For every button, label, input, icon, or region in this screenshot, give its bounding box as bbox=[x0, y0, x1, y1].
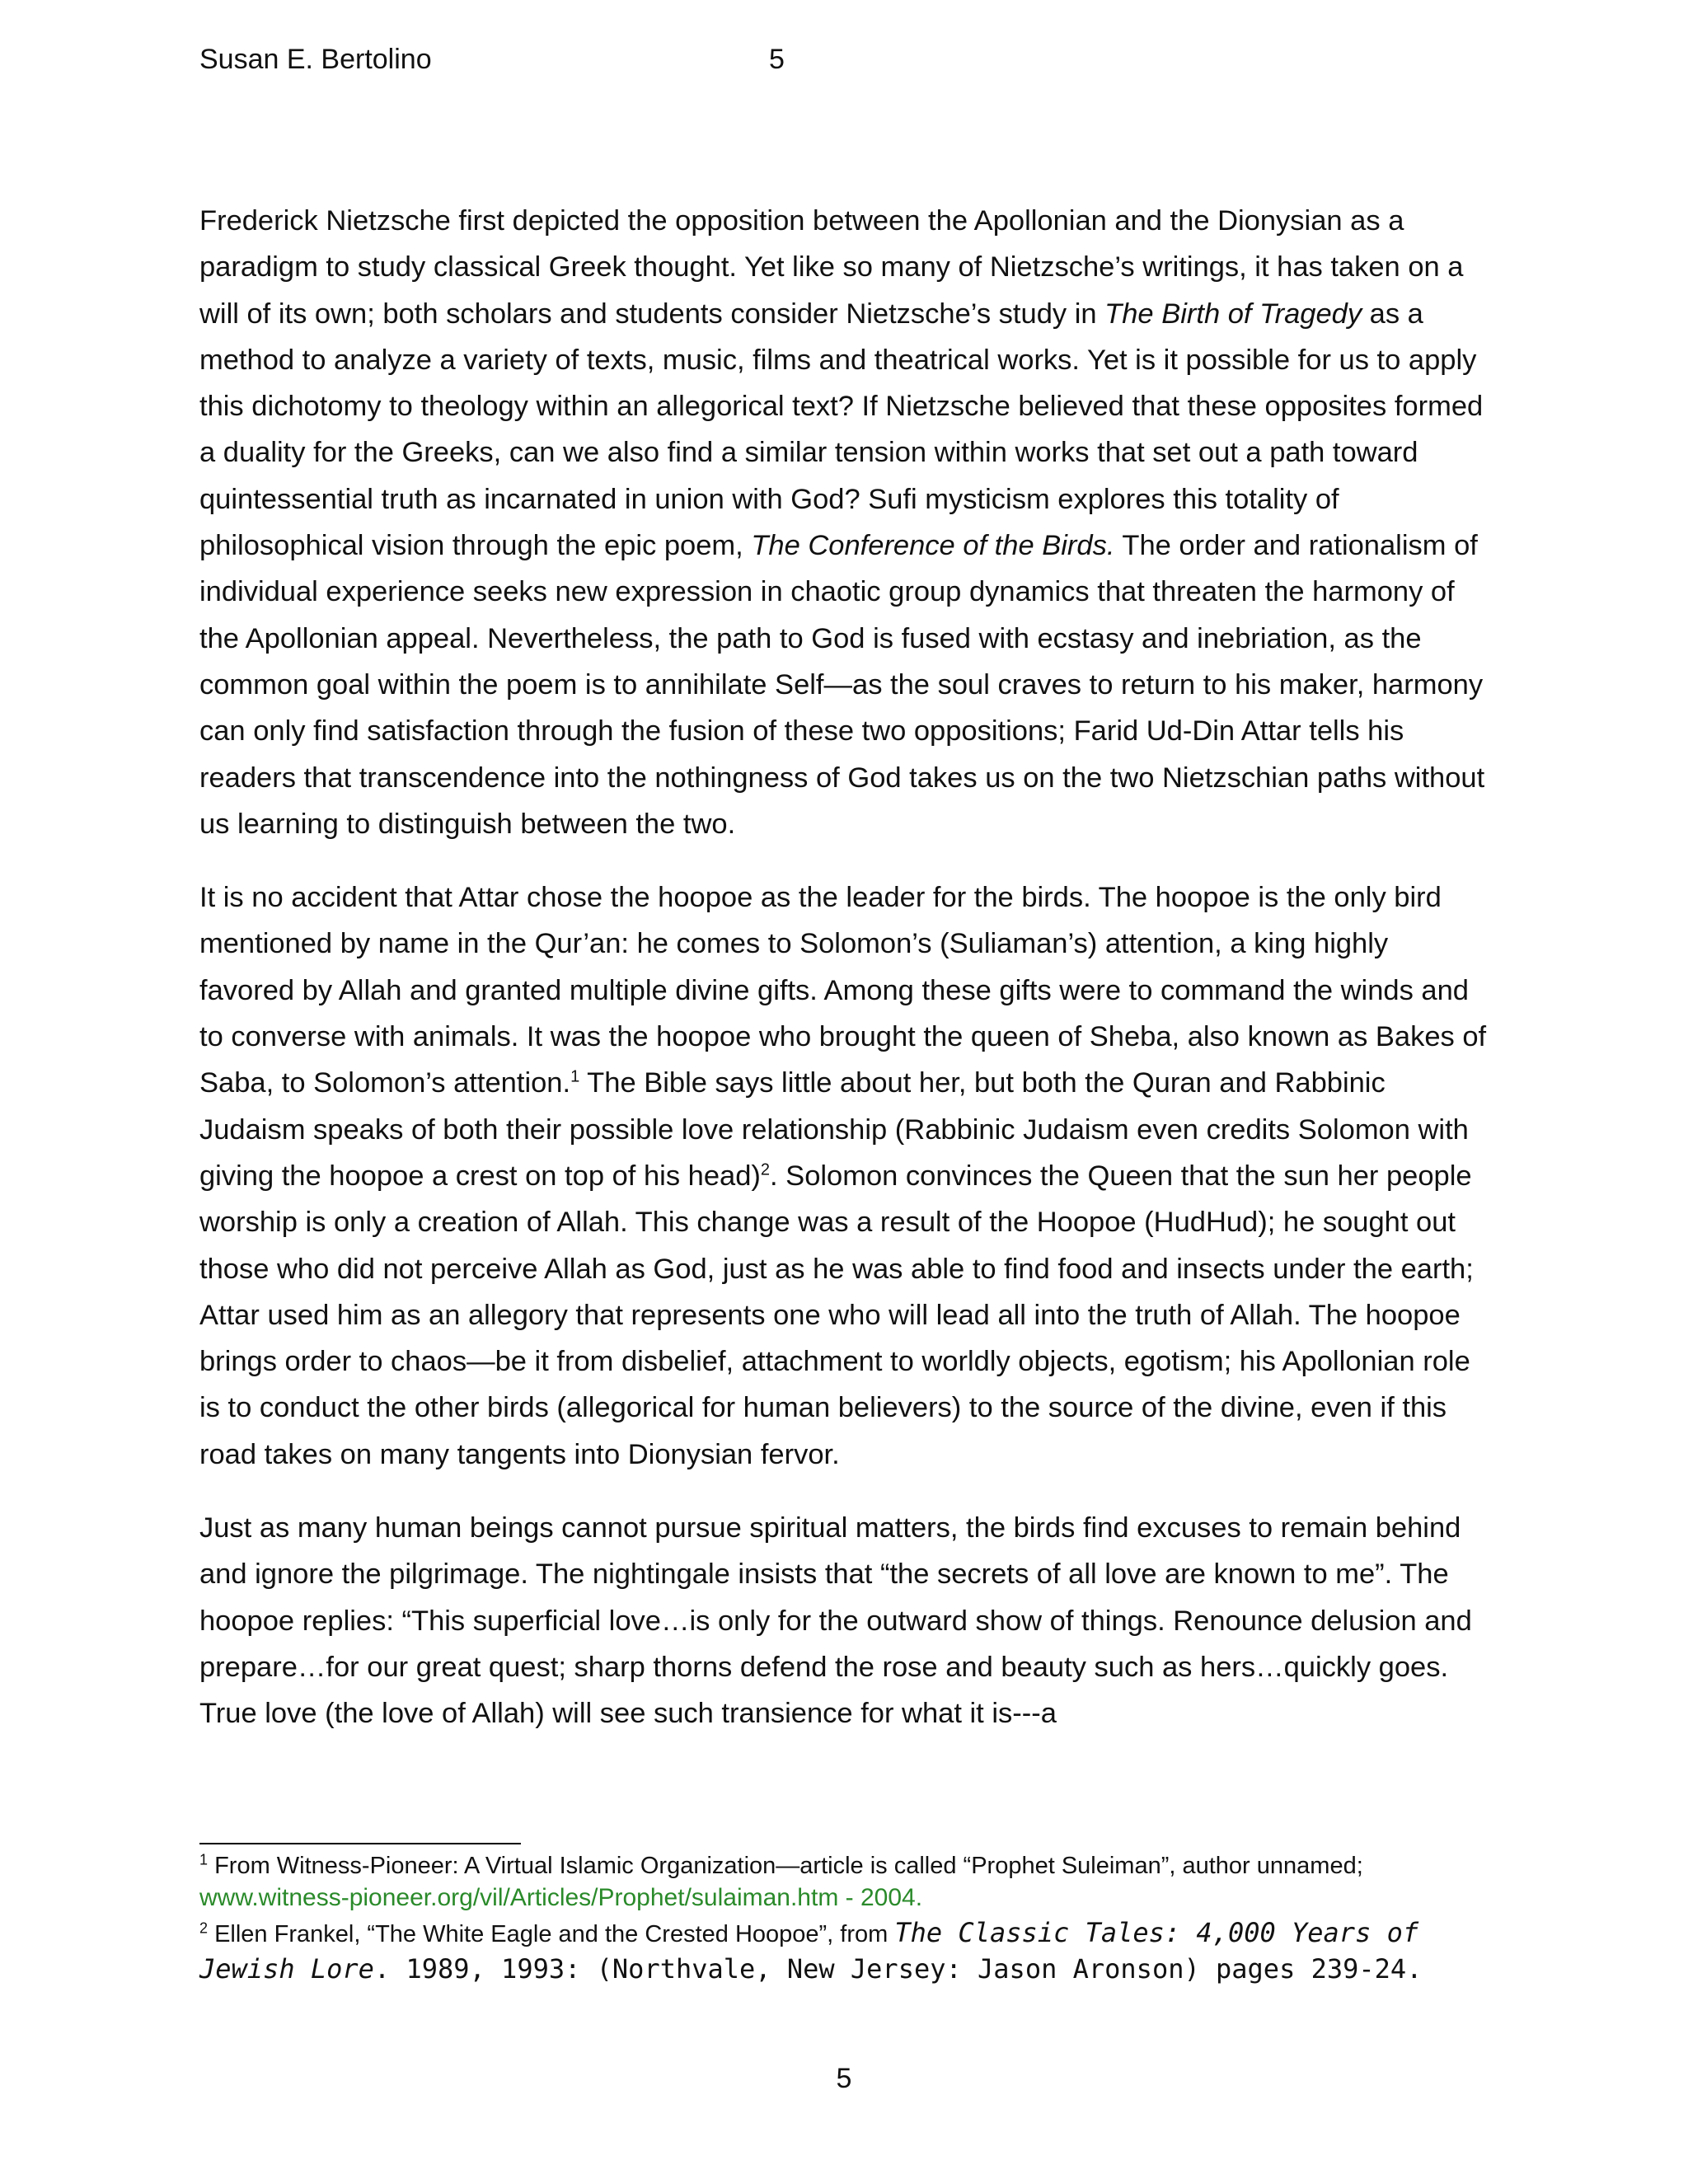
footnote-2-number: 2 bbox=[199, 1919, 209, 1937]
paragraph-1-text-a: Frederick Nietzsche first depicted the opposition between the Apollonian and the Dionysian as a paradigm to study classical Greek thought. Yet like so many of Nietzsche’s writings, it has taken on a will of its own; both scholars and students consider Nietzsche’s study in bbox=[199, 205, 1464, 330]
footnote-1-number: 1 bbox=[199, 1851, 209, 1868]
paragraph-2-text-c: . Solomon convinces the Queen that the sun her people worship is only a creation of Allah. This change was a result of the Hoopoe (HudHud); he sought out those who did not perceive Allah as God, just as he was able to find food and insects under the earth; Attar used him as an allegory that represents one who will lead all into the truth of Allah. The hoopoe brings order to chaos—be it from disbelief, attachment to worldly objects, egotism; his Apollonian role is to conduct the other birds (allegorical for human believers) to the source of the divine, even if this road takes on many tangents into Dionysian fervor. bbox=[199, 1160, 1474, 1470]
page-header bbox=[199, 40, 1485, 79]
paragraph-3 bbox=[199, 1505, 1487, 1736]
footnote-ref-2[interactable]: 2 bbox=[760, 1160, 771, 1179]
paragraph-1-text-c: The order and rationalism of individual experience seeks new expression in chaotic group dynamics that threaten the harmony of the Apollonian appeal. Nevertheless, the path to God is fused with ecstasy and inebriation, as the common goal within the poem is to annihilate Self—as the soul craves to return to his maker, harmony can only find satisfaction through the fusion of these two oppositions; Farid Ud-Din Attar tells his readers that transcendence into the nothingness of God takes us on the two Nietzschian paths without us learning to distinguish between the two. bbox=[199, 530, 1485, 840]
footer-page-number: 5 bbox=[836, 2063, 852, 2094]
footnote-1 bbox=[199, 1850, 1487, 1915]
header-page-number: 5 bbox=[769, 44, 785, 75]
paragraph-1-text-b: as a method to analyze a variety of texts, music, films and theatrical works. Yet is it possible for us to apply this dichotomy to theology within an allegorical text? If Nietzsche believed that these opposites formed a duality for the Greeks, can we also find a similar tension within works that set out a path toward quintessential truth as incarnated in union with God? Sufi mysticism explores this totality of philosophical vision through the epic poem, bbox=[199, 298, 1484, 562]
header-author: Susan E. Bertolino bbox=[199, 44, 432, 75]
paragraph-1 bbox=[199, 198, 1487, 847]
conference-of-birds-title: The Conference of the Birds. bbox=[751, 530, 1115, 562]
footnote-ref-1[interactable]: 1 bbox=[570, 1067, 580, 1086]
paragraph-3-text: Just as many human beings cannot pursue spiritual matters, the birds find excuses to remain behind and ignore the pilgrimage. The nightingale insists that “the secrets of all love are known to me”. The hoopoe replies: “This superficial love…is only for the outward show of things. Renounce delusion and prepare…for our great quest; sharp thorns defend the rose and beauty such as hers…quickly goes. True love (the love of Allah) will see such transience for what it is---a bbox=[199, 1512, 1472, 1730]
footnote-2-book-title: The Classic Tales: 4,000 Years of Jewish Lore bbox=[199, 1917, 1419, 1985]
footnote-2 bbox=[199, 1915, 1487, 1987]
document-body bbox=[199, 198, 1487, 1737]
paragraph-2-text-a: It is no accident that Attar chose the hoopoe as the leader for the birds. The hoopoe is the only bird mentioned by name in the Qur’an: he comes to Solomon’s (Suliaman’s) attention, a king highly favored by Allah and granted multiple divine gifts. Among these gifts were to command the winds and to converse with animals. It was the hoopoe who brought the queen of Sheba, also known as Bakes of Saba, to Solomon’s attention. bbox=[199, 882, 1487, 1099]
paragraph-2-text-b: The Bible says little about her, but both the Quran and Rabbinic Judaism speaks of both their possible love relationship (Rabbinic Judaism even credits Solomon with giving the hoopoe a crest on top of his head) bbox=[199, 1067, 1469, 1192]
footnote-2-text: Ellen Frankel, “The White Eagle and the Crested Hoopoe”, from bbox=[208, 1921, 895, 1947]
paragraph-2 bbox=[199, 874, 1487, 1478]
birth-of-tragedy-title: The Birth of Tragedy bbox=[1104, 298, 1362, 330]
footnote-1-link[interactable]: www.witness-pioneer.org/vil/Articles/Prophet/sulaiman.htm - 2004. bbox=[199, 1884, 923, 1911]
footnote-1-text: From Witness-Pioneer: A Virtual Islamic Organization—article is called “Prophet Suleiman”, author unnamed; bbox=[208, 1853, 1363, 1879]
footnote-separator bbox=[199, 1843, 521, 1844]
footnote-2-publication: . 1989, 1993: (Northvale, New Jersey: Jason Aronson) pages 239-24. bbox=[373, 1953, 1423, 1985]
footnotes bbox=[199, 1850, 1487, 1987]
